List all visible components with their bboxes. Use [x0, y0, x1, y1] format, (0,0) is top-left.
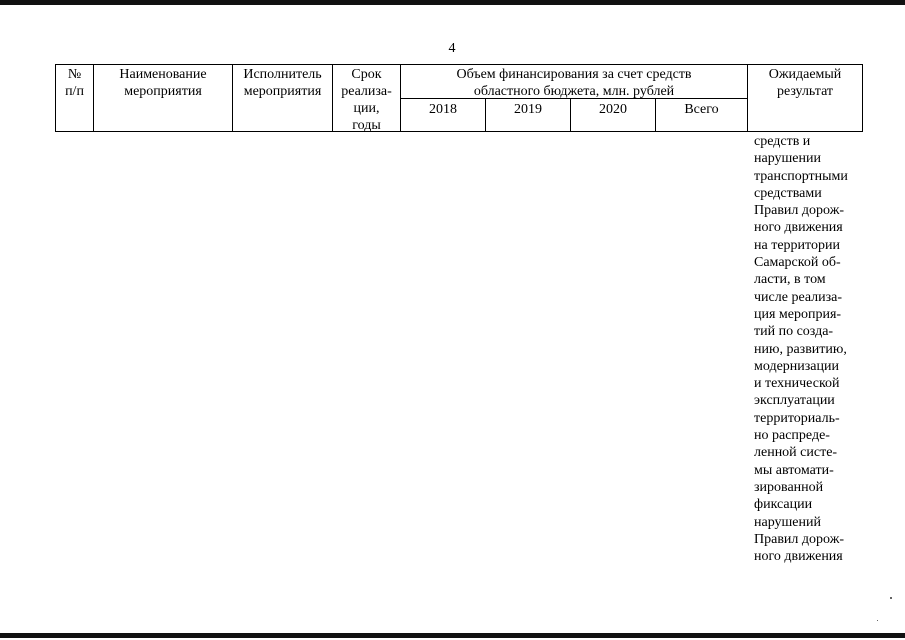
expected-result-text: средств и нарушении транспортными средствами Правил дорож- ного движения на территории Самарской об- ласти, в том числе реализа- ция мероприя- тий по созда- нию, развитию, модернизации и технической эксплуатации территориаль- но распреде- ленной систе- мы автомати- зированной фиксации нарушений Правил дорож- ного движения	[754, 134, 848, 565]
table-header	[55, 64, 863, 132]
header-funding: Объем финансирования за счет средств областного бюджета, млн. рублей	[456, 67, 692, 99]
header-name: Наименование мероприятия	[119, 67, 207, 99]
header-year-2018: 2018	[429, 102, 457, 117]
table-top-border	[55, 64, 863, 65]
scan-top-edge	[0, 0, 905, 5]
header-term: Срок реализа- ции, годы	[341, 67, 392, 133]
scan-bottom-edge	[0, 633, 905, 638]
header-result: Ожидаемый результат	[768, 67, 842, 99]
header-year-2020: 2020	[599, 102, 627, 117]
scan-speck	[890, 597, 892, 599]
scan-speck	[877, 620, 878, 621]
table-header-bottom-border	[55, 131, 863, 132]
header-year-2019: 2019	[514, 102, 542, 117]
col-border	[862, 64, 863, 132]
header-num: № п/п	[65, 67, 84, 99]
page-number: 4	[448, 41, 456, 56]
header-executor: Исполнитель мероприятия	[243, 67, 322, 99]
header-total: Всего	[684, 102, 719, 117]
